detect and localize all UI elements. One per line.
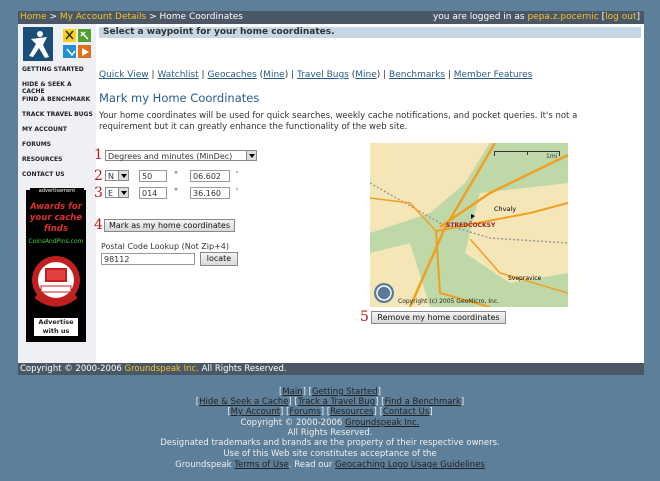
map-place-label: Chvaly <box>494 205 517 213</box>
latitude-minutes-input[interactable]: 06.602 <box>190 170 230 182</box>
footer-link-my-account[interactable]: My Account <box>230 407 281 417</box>
footer-link-travel-bug[interactable]: Track a Travel Bug <box>297 397 376 407</box>
footer-logo-guidelines-link[interactable]: Geocaching Logo Usage Guidelines <box>335 460 485 470</box>
format-value: Degrees and minutes (MinDec) <box>108 152 233 161</box>
map-copyright: Copyright (c) 2005 GeoMicro, Inc. <box>398 298 500 305</box>
location-map[interactable] <box>370 143 568 307</box>
tab-watchlist[interactable]: Watchlist <box>157 70 199 80</box>
chevron-down-icon <box>118 171 128 180</box>
sidebar-item-contact[interactable]: CONTACT US <box>22 171 65 178</box>
map-place-label: STREDČOCKSY <box>446 222 496 229</box>
footer-copyright: Copyright © 2000-2006 <box>20 364 122 374</box>
tab-travel-bugs-mine[interactable]: Mine <box>355 70 377 80</box>
instruction-banner: Select a waypoint for your home coordinates. <box>99 27 641 38</box>
footer-copyright-text: Copyright © 2000-2006 <box>240 418 343 428</box>
chevron-down-icon <box>118 188 128 197</box>
login-status: you are logged in as pepa.z.pocernic [log out] <box>432 12 640 22</box>
footer-link-contact[interactable]: Contact Us <box>382 407 430 417</box>
tab-member-features[interactable]: Member Features <box>453 70 533 80</box>
page-title: Mark my Home Coordinates <box>99 91 260 105</box>
breadcrumb-current: Home Coordinates <box>159 12 243 22</box>
remove-home-button[interactable]: Remove my home coordinates <box>371 311 506 324</box>
footer-links-row-1: [Main] [Getting Started] <box>278 387 381 397</box>
coordinate-format-select[interactable] <box>105 150 257 161</box>
lon-dir-value: E <box>108 189 114 198</box>
footer-trademark-line: Designated trademarks and brands are the property of their respective owners. <box>160 438 500 448</box>
breadcrumb <box>20 11 243 24</box>
footer-guidelines-line <box>0 460 660 471</box>
footer-link-getting-started[interactable]: Getting Started <box>311 387 378 397</box>
footer-groundspeak-link[interactable]: Groundspeak Inc. <box>345 418 420 428</box>
sidebar-item-forums[interactable]: FORUMS <box>22 141 51 148</box>
mark-home-button[interactable]: Mark as my home coordinates <box>104 219 235 232</box>
postal-code-input[interactable]: 98112 <box>101 253 195 265</box>
tab-quick-view[interactable]: Quick View <box>99 70 149 80</box>
tab-geocaches-mine[interactable]: Mine <box>263 70 285 80</box>
longitude-degrees-input[interactable]: 014 <box>139 187 167 199</box>
footer-link-benchmark[interactable]: Find a Benchmark <box>384 397 461 407</box>
breadcrumb-separator: > <box>49 12 60 22</box>
footer-rights-line: All Rights Reserved. <box>287 428 373 438</box>
map-place-label: Svepravice <box>508 275 542 282</box>
award-pin-icon <box>31 250 81 314</box>
sidebar-item-benchmark[interactable]: FIND A BENCHMARK <box>22 96 91 103</box>
sidebar-item-my-account[interactable]: MY ACCOUNT <box>22 126 67 133</box>
footer-terms-link[interactable]: Terms of Use <box>234 460 289 470</box>
ad-text: Awards for your cache finds <box>29 202 83 234</box>
footer-link-main[interactable]: Main <box>282 387 303 397</box>
intro-text: Your home coordinates will be used for quick searches, weekly cache notifications, and pocket queries. It's not a requirement but it can greatly enhance the functionality of the web site. <box>99 111 578 132</box>
breadcrumb-account-link[interactable]: My Account Details <box>59 12 147 22</box>
username-link[interactable]: pepa.z.pocernic <box>527 12 599 22</box>
step-number: 1 <box>94 147 103 163</box>
tab-geocaches[interactable]: Geocaches <box>207 70 257 80</box>
advertise-link[interactable]: Advertise with us <box>34 318 78 336</box>
footer-read-text: . Read our <box>288 460 333 470</box>
step-number: 2 <box>94 168 103 184</box>
step-number: 4 <box>94 217 103 233</box>
lat-dir-value: N <box>108 172 114 181</box>
map-scale: 1mi <box>546 153 558 160</box>
sidebar-item-resources[interactable]: RESOURCES <box>22 156 63 163</box>
breadcrumb-separator: > <box>149 12 160 22</box>
degree-symbol: ° <box>174 187 178 196</box>
locate-button[interactable]: locate <box>200 252 238 266</box>
sidebar-item-getting-started[interactable]: GETTING STARTED <box>22 66 84 73</box>
sidebar-item-hide-seek[interactable]: HIDE & SEEK A CACHE <box>22 81 72 95</box>
degree-symbol: ° <box>174 170 178 179</box>
minute-symbol: ' <box>236 187 239 196</box>
account-tabs: Quick View | Watchlist | Geocaches (Mine) | Travel Bugs (Mine) | Benchmarks | Member Features <box>99 70 533 80</box>
page-content <box>18 24 644 363</box>
ad-site: CoinsAndPins.com <box>28 238 84 245</box>
footer-link-hide-seek[interactable]: Hide & Seek a Cache <box>199 397 289 407</box>
minute-symbol: ' <box>236 170 239 179</box>
top-bar <box>18 11 644 24</box>
ad-label: advertisement <box>30 188 84 194</box>
footer-links-row-3: [My Account] [Forums] [Resources] [Contact Us] <box>227 407 433 417</box>
breadcrumb-home-link[interactable]: Home <box>20 12 47 22</box>
latitude-degrees-input[interactable]: 50 <box>139 170 167 182</box>
longitude-direction-select[interactable] <box>105 187 129 198</box>
footer-link-resources[interactable]: Resources <box>330 407 374 417</box>
step-number: 5 <box>360 309 369 325</box>
footer-company-link[interactable]: Groundspeak Inc. <box>124 364 199 374</box>
postal-code-label: Postal Code Lookup (Not Zip+4) <box>101 242 229 251</box>
footer-rights: All Rights Reserved. <box>201 364 287 374</box>
footer-link-forums[interactable]: Forums <box>289 407 321 417</box>
footer-terms-line: Use of this Web site constitutes acceptance of the <box>223 449 437 459</box>
logout-link[interactable]: log out <box>605 12 637 22</box>
tab-benchmarks[interactable]: Benchmarks <box>389 70 445 80</box>
sidebar <box>18 24 96 363</box>
chevron-down-icon <box>246 151 256 160</box>
footer-links-row-2: [Hide & Seek a Cache] [Track a Travel Bug] [Find a Benchmark] <box>195 397 465 407</box>
tab-travel-bugs[interactable]: Travel Bugs <box>296 70 349 80</box>
sidebar-item-travel-bugs[interactable]: TRACK TRAVEL BUGS <box>22 111 93 118</box>
footer-copyright-line <box>0 418 660 429</box>
footer-groundspeak-text: Groundspeak <box>175 460 232 470</box>
login-prefix: you are logged in as <box>432 12 525 22</box>
geocaching-logo[interactable] <box>23 27 93 61</box>
footer-bar <box>18 363 644 375</box>
latitude-direction-select[interactable] <box>105 170 129 181</box>
step-number: 3 <box>94 185 103 201</box>
longitude-minutes-input[interactable]: 36.160 <box>190 187 230 199</box>
